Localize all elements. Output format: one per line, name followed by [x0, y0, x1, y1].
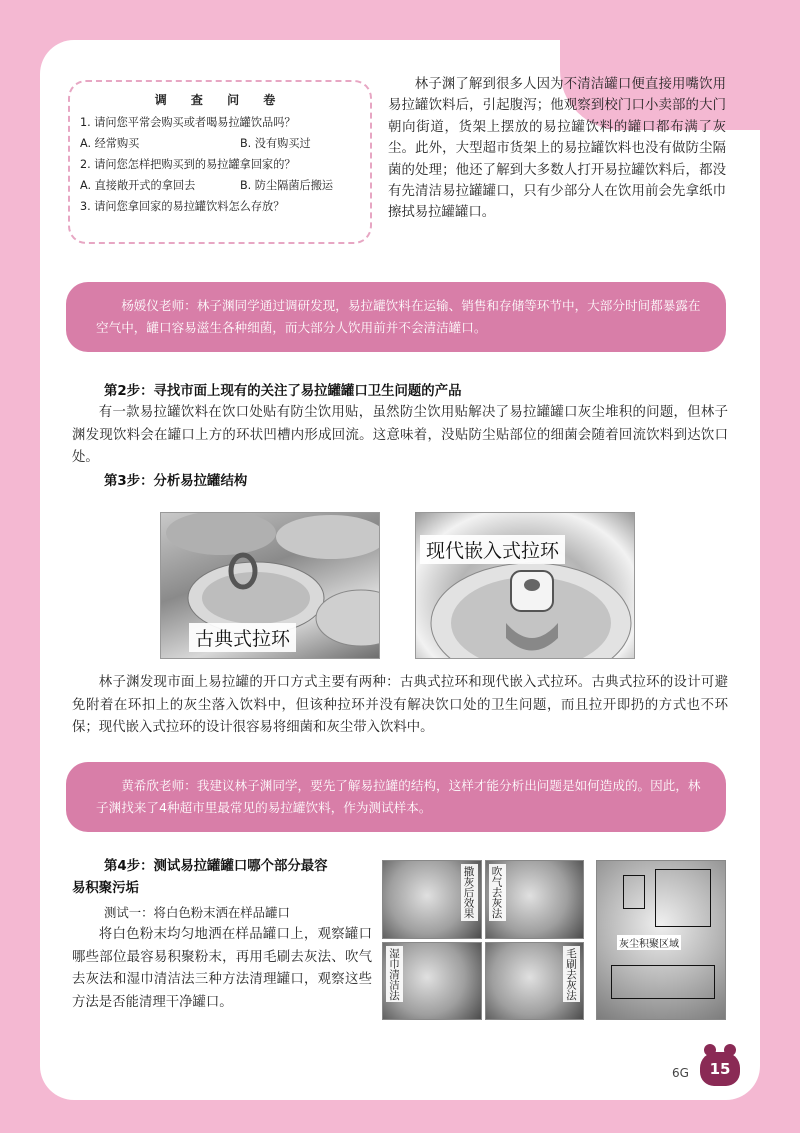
classic-pull-tab-label: 古典式拉环 [189, 623, 296, 652]
modern-pull-tab-photo [415, 512, 635, 659]
page-number: 15 [709, 1060, 731, 1078]
survey-question-2: 2. 请问您怎样把购买到的易拉罐拿回家的？ [80, 158, 296, 171]
step4-heading [104, 856, 328, 878]
step4-heading-line2: 易积聚污垢 [72, 881, 139, 896]
survey-question-1: 1. 请问您平常会购买或者喝易拉罐饮品吗？ [80, 116, 296, 129]
dust-area-box [623, 875, 645, 909]
survey-box [68, 80, 372, 244]
teacher-comment-2: 黄希欣老师：我建议林子渊同学，要先了解易拉罐的结构，这样才能分析出问题是如何造成的。因此，林子渊找来了4种超市里最常见的易拉罐饮料，作为测试样本。 [66, 762, 726, 832]
photo-blow [485, 860, 585, 939]
footer-mark: 6G [672, 1066, 689, 1080]
photo-tag: 毛刷去灰法 [563, 946, 580, 1003]
classic-pull-tab-photo [160, 512, 380, 659]
survey-options-1 [80, 133, 360, 154]
dust-area-box [655, 869, 711, 927]
step4-test-title: 测试一：将白色粉末洒在样品罐口 [104, 905, 290, 920]
survey-option: A. 经常购买 [80, 137, 140, 150]
step4-text: 将白色粉末均匀地洒在样品罐口上，观察罐口哪些部位最容易积聚粉末，再用毛刷去灰法、吹气去灰法和湿巾清洁法三种方法清理罐口，观察这些方法是否能清理干净罐口。 [72, 927, 372, 1010]
dust-area-photo [596, 860, 726, 1020]
photo-brush [485, 942, 585, 1021]
survey-question-3: 3. 请问您拿回家的易拉罐饮料怎么存放？ [80, 200, 285, 213]
intro-paragraph: 林子渊了解到很多人因为不清洁罐口便直接用嘴饮用易拉罐饮料后，引起腹泻；他观察到校门口小卖部的大门朝向街道，货架上摆放的易拉罐饮料的罐口都布满了灰尘。此外，大型超市货架上的易拉罐饮料也没有做防尘隔菌的处理；他还了解到大多数人打开易拉罐饮料后，都没有先清洁易拉罐罐口，只有少部分人在饮用前会先拿纸巾擦拭易拉罐罐口。 [388, 77, 726, 221]
badge-ear [704, 1044, 716, 1056]
modern-pull-tab-label: 现代嵌入式拉环 [420, 535, 565, 564]
dust-area-label: 灰尘积聚区域 [617, 935, 681, 950]
dust-area-box [611, 965, 715, 999]
photo-tag: 吹气去灰法 [489, 864, 506, 921]
step2-text: 有一款易拉罐饮料在饮口处贴有防尘饮用贴，虽然防尘饮用贴解决了易拉罐罐口灰尘堆积的问题，但林子渊发现饮料会在罐口上方的环状凹槽内形成回流。这意味着，没贴防尘贴部位的细菌会随着回流饮料到达饮口处。 [72, 405, 728, 465]
survey-option: B. 防尘隔菌后搬运 [240, 179, 334, 192]
survey-option: B. 没有购买过 [240, 137, 311, 150]
photo-wipe [382, 942, 482, 1021]
step3-heading: 第3步：分析易拉罐结构 [104, 474, 248, 489]
photo-tag: 撒灰后效果 [461, 864, 478, 921]
photo-dusted [382, 860, 482, 939]
teacher-comment-1: 杨媛仪老师：林子渊同学通过调研发现，易拉罐饮料在运输、销售和存储等环节中，大部分时间都暴露在空气中，罐口容易滋生各种细菌，而大部分人饮用前并不会清洁罐口。 [66, 282, 726, 352]
survey-title: 调 查 问 卷 [154, 93, 286, 107]
cleaning-method-photos [382, 860, 584, 1020]
survey-option: A. 直接敞开式的拿回去 [80, 179, 196, 192]
page-number-badge [700, 1052, 740, 1086]
step3-text: 林子渊发现市面上易拉罐的开口方式主要有两种：古典式拉环和现代嵌入式拉环。古典式拉环的设计可避免附着在环扣上的灰尘落入饮料中，但该种拉环并没有解决饮口处的卫生问题，而且拉开即扔的方式也不环保；现代嵌入式拉环的设计很容易将细菌和灰尘带入饮料中。 [72, 675, 728, 735]
photo-tag: 湿巾清洁法 [386, 946, 403, 1003]
survey-options-2 [80, 175, 360, 196]
step4-heading-line1: 第4步：测试易拉罐罐口哪个部分最容 [104, 859, 328, 874]
badge-ear [724, 1044, 736, 1056]
step2-heading: 第2步：寻找市面上现有的关注了易拉罐罐口卫生问题的产品 [104, 384, 462, 399]
